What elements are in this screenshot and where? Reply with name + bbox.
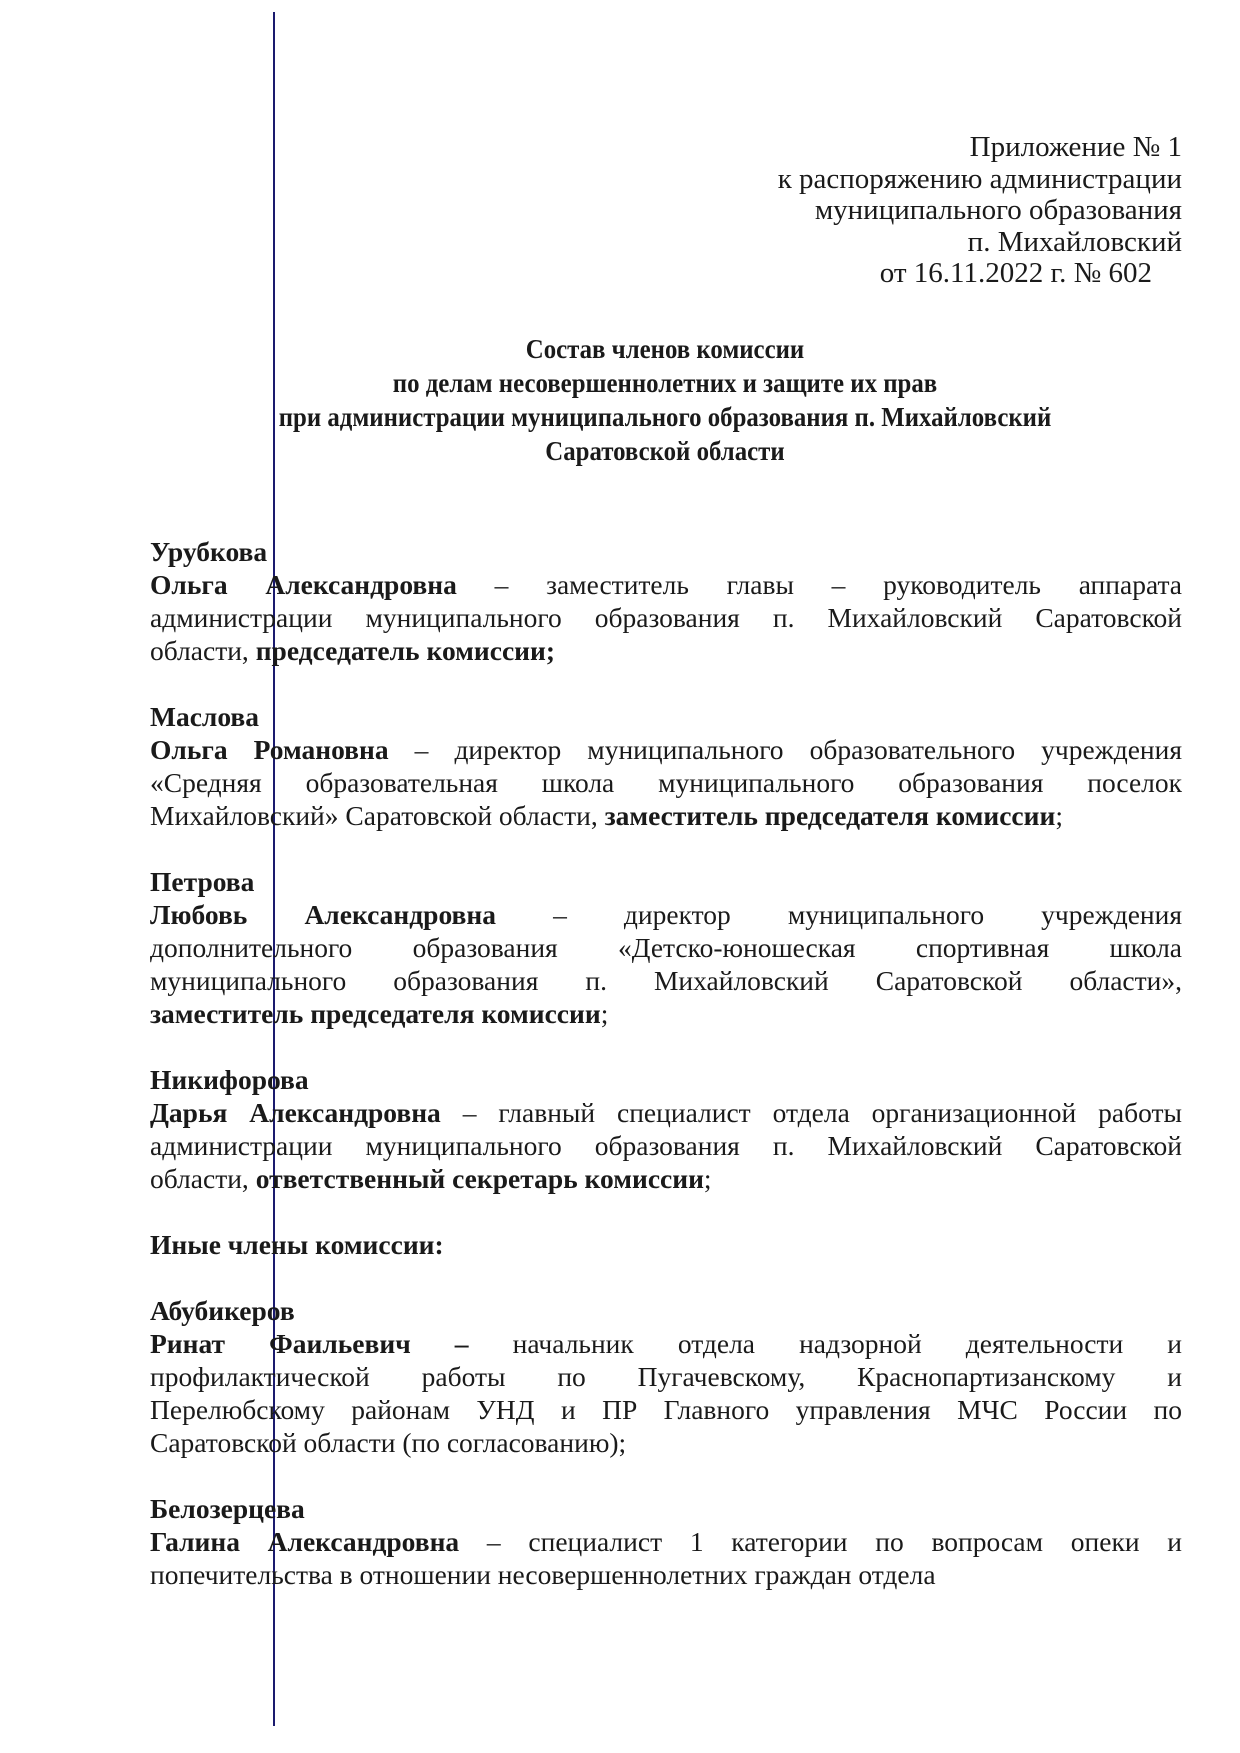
member-text-line <box>150 733 1182 766</box>
appendix-line: муниципального образования <box>814 194 1182 226</box>
member-text-line <box>150 1096 1182 1129</box>
member-position: Михайловский» Саратовской области, <box>150 800 605 831</box>
member-entry <box>150 700 1182 832</box>
member-surname: Никифорова <box>150 1064 309 1095</box>
member-text-line <box>150 997 1182 1030</box>
member-position: администрации муниципального образования п. Михайловский Саратовской <box>150 1130 1182 1161</box>
appendix-number: Приложение № 1 <box>969 131 1182 163</box>
member-text-line <box>150 1129 1182 1162</box>
member-position: «Средняя образовательная школа муниципального образования поселок <box>150 767 1182 798</box>
member-name: Ольга Романовна <box>150 734 389 765</box>
appendix-line: п. Михайловский <box>967 225 1182 258</box>
member-text-line <box>150 1360 1182 1393</box>
member-surname: Урубкова <box>150 536 268 567</box>
member-text-line <box>150 1393 1182 1426</box>
member-text-line <box>150 1558 1182 1591</box>
member-text-line <box>150 799 1182 832</box>
punctuation: ; <box>600 998 609 1029</box>
member-surname: Абубикеров <box>150 1295 295 1326</box>
member-position: – директор муниципального учреждения <box>495 899 1183 930</box>
member-name: Ольга Александровна <box>150 569 457 600</box>
member-position: – заместитель главы – руководитель аппарата <box>456 569 1182 600</box>
member-surname: Белозерцева <box>150 1493 305 1524</box>
member-role: председатель комиссии; <box>255 635 556 666</box>
member-surname: Петрова <box>150 866 255 897</box>
member-position: профилактической работы по Пугачевскому, Краснопартизанскому и <box>150 1361 1182 1392</box>
member-role: ответственный секретарь комиссии <box>255 1163 704 1194</box>
member-text-line <box>150 1162 1182 1195</box>
member-name: Дарья Александровна <box>150 1097 441 1128</box>
punctuation: ; <box>1055 800 1063 831</box>
member-text-line <box>150 766 1182 799</box>
member-name: Ринат Фаильевич – <box>150 1328 469 1359</box>
title-line: Саратовской области <box>545 436 785 466</box>
punctuation: ; <box>703 1163 712 1194</box>
member-position: начальник отдела надзорной деятельности и <box>468 1328 1182 1359</box>
appendix-header <box>582 132 1182 290</box>
member-position: муниципального образования п. Михайловский Саратовской области», <box>150 965 1182 996</box>
member-entry <box>150 535 1182 667</box>
other-members <box>150 1294 1182 1591</box>
member-position: области, <box>150 635 256 666</box>
member-text-line <box>150 898 1182 931</box>
member-name: Любовь Александровна <box>150 899 496 930</box>
appendix-date: от 16.11.2022 г. № 602 <box>879 257 1152 289</box>
member-text-line <box>150 964 1182 997</box>
member-position: Перелюбскому районам УНД и ПР Главного управления МЧС России по <box>150 1394 1182 1425</box>
document-title <box>191 332 1139 468</box>
members-list <box>150 535 1182 1624</box>
member-entry <box>150 1294 1182 1459</box>
member-position: администрации муниципального образования п. Михайловский Саратовской <box>150 602 1182 633</box>
member-text-line <box>150 634 1182 667</box>
member-text-line <box>150 1426 1182 1459</box>
member-position: – специалист 1 категории по вопросам опеки и <box>459 1526 1182 1557</box>
member-entry <box>150 1063 1182 1195</box>
member-position: – директор муниципального образовательного учреждения <box>388 734 1182 765</box>
member-text-line <box>150 601 1182 634</box>
appendix-line: к распоряжению администрации <box>777 162 1182 195</box>
member-text-line <box>150 931 1182 964</box>
member-surname: Маслова <box>150 701 260 732</box>
member-name: Галина Александровна <box>150 1526 460 1557</box>
member-text-line <box>150 1525 1182 1558</box>
title-line: Состав членов комиссии <box>525 334 805 364</box>
member-position: области, <box>150 1163 256 1194</box>
title-line: при администрации муниципального образования п. Михайловский <box>278 402 1052 432</box>
member-text-line <box>150 1327 1182 1360</box>
member-role: заместитель председателя комиссии <box>150 998 601 1029</box>
member-role: заместитель председателя комиссии <box>604 800 1056 831</box>
member-position: дополнительного образования «Детско-юношеская спортивная школа <box>150 932 1182 963</box>
member-position: – главный специалист отдела организационной работы <box>440 1097 1183 1128</box>
member-entry <box>150 1492 1182 1591</box>
member-entry <box>150 865 1182 1030</box>
member-text-line <box>150 568 1182 601</box>
other-members-heading: Иные члены комиссии: <box>150 1229 444 1260</box>
member-position: попечительства в отношении несовершеннолетних граждан отдела <box>150 1559 936 1590</box>
title-line: по делам несовершеннолетних и защите их прав <box>392 368 938 398</box>
core-members <box>150 535 1182 1195</box>
member-position: Саратовской области (по согласованию); <box>150 1427 627 1458</box>
